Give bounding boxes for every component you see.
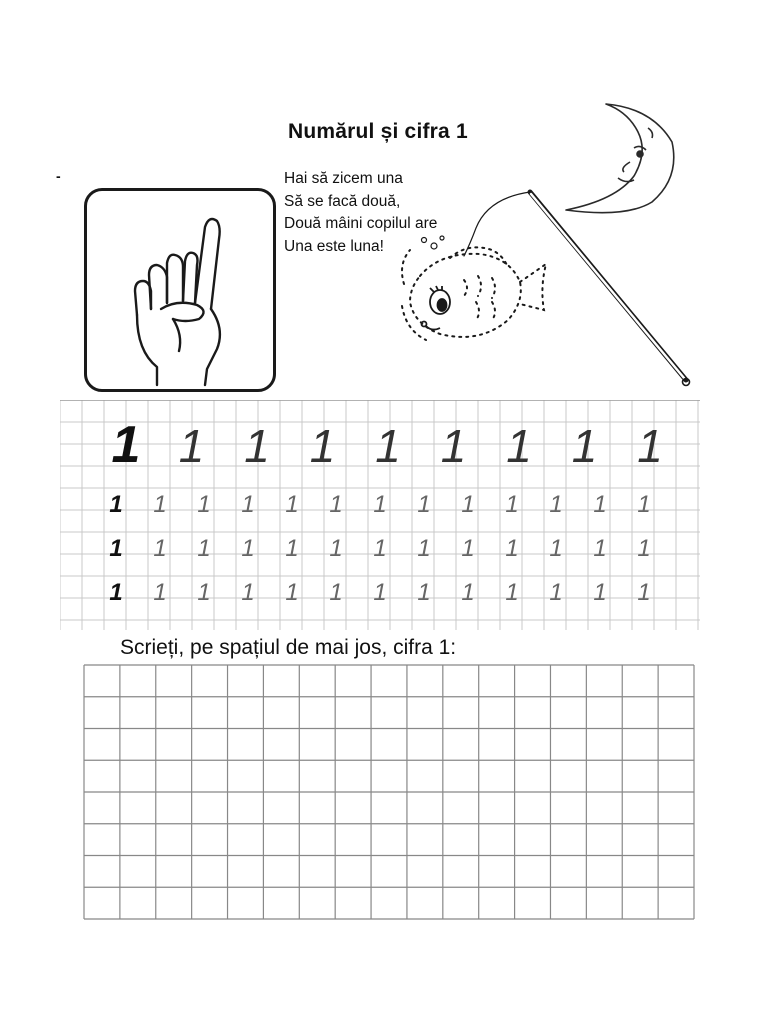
small-digit-r2-9: 1 [461,535,475,562]
small-digit-r1-7: 1 [373,491,387,518]
small-digit-r3-3: 1 [197,579,211,606]
small-digit-r2-5: 1 [285,535,299,562]
big-digit-5: 1 [375,420,401,472]
hand-illustration-frame [84,188,276,392]
hand-one-finger-icon [87,191,273,389]
small-digit-r1-13: 1 [637,491,651,518]
small-digit-r1-11: 1 [549,491,563,518]
small-digit-r2-7: 1 [373,535,387,562]
small-digit-r2-2: 1 [153,535,167,562]
small-digit-r3-1: 1 [109,579,123,606]
small-digit-r2-12: 1 [593,535,607,562]
small-digit-r2-4: 1 [241,535,255,562]
small-digit-r2-3: 1 [197,535,211,562]
small-digit-r1-9: 1 [461,491,475,518]
small-digit-r1-8: 1 [417,491,431,518]
big-digit-1: 1 [111,416,141,474]
small-digit-r3-10: 1 [505,579,519,606]
small-digit-r3-2: 1 [153,579,167,606]
small-digit-r2-6: 1 [329,535,343,562]
small-digit-r3-5: 1 [285,579,299,606]
small-digit-r1-1: 1 [109,491,123,518]
small-digit-r3-8: 1 [417,579,431,606]
page-title: Numărul și cifra 1 [288,120,468,143]
big-digit-4: 1 [309,420,336,472]
small-digit-r1-4: 1 [241,491,255,518]
fish-on-rod-illustration [380,184,710,394]
small-digit-r1-2: 1 [153,491,167,518]
poem-line-3: Două mâini copilul are [284,215,438,232]
margin-mark: - [56,168,61,184]
small-digit-r3-4: 1 [241,579,255,606]
small-digit-r1-12: 1 [593,491,607,518]
poem-line-1: Hai să zicem una [284,170,403,187]
small-digit-r2-10: 1 [505,535,519,562]
big-digit-3: 1 [244,420,270,472]
small-digit-r3-12: 1 [593,579,607,606]
small-digit-r2-8: 1 [417,535,431,562]
big-digit-8: 1 [571,420,598,472]
small-digit-r3-11: 1 [549,579,563,606]
small-digit-r1-5: 1 [285,491,299,518]
small-digit-r1-10: 1 [505,491,519,518]
small-digit-r2-13: 1 [637,535,651,562]
writing-grid [83,664,695,920]
small-digit-r2-1: 1 [109,535,123,562]
small-digit-r3-9: 1 [461,579,475,606]
instruction-text: Scrieți, pe spațiul de mai jos, cifra 1: [120,636,457,659]
tracing-practice-grid [60,400,700,630]
big-digit-2: 1 [178,420,205,472]
big-digit-9: 1 [637,420,663,472]
small-digit-r3-7: 1 [373,579,387,606]
poem-line-2: Să se facă două, [284,192,401,210]
small-digit-r2-11: 1 [549,535,563,562]
big-digit-6: 1 [440,420,467,472]
small-digit-r1-6: 1 [329,491,343,518]
small-digit-r1-3: 1 [197,491,211,518]
small-digit-r3-6: 1 [329,579,343,606]
big-digit-7: 1 [506,420,532,472]
poem-line-4: Una este luna! [284,237,384,255]
small-digit-r3-13: 1 [637,579,651,606]
